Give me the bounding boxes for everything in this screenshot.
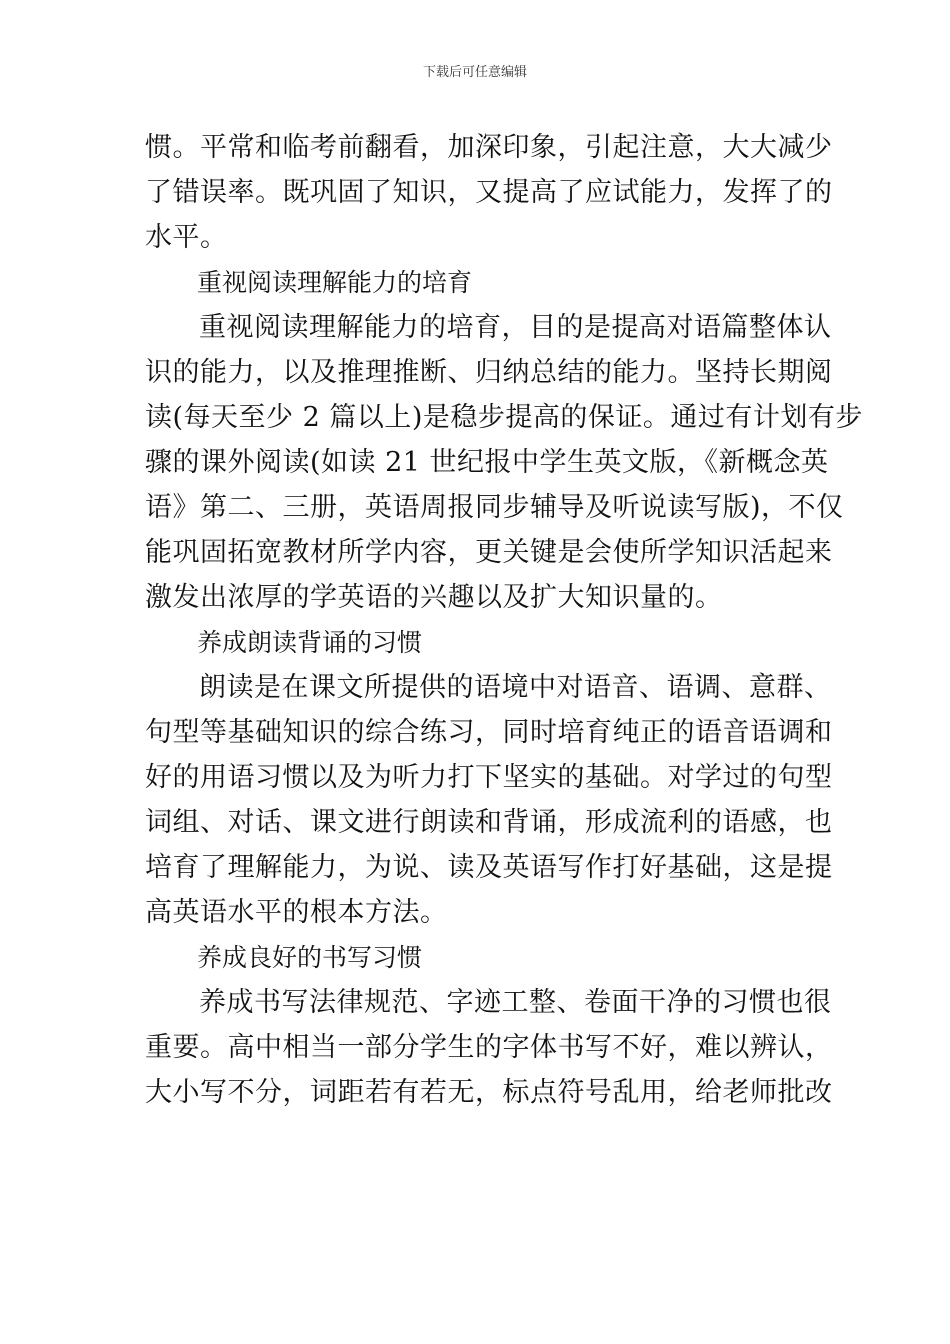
text-line: 了错误率。既巩固了知识，又提高了应试能力，发挥了的 bbox=[145, 177, 833, 208]
paragraph-writing bbox=[145, 980, 833, 1115]
text-line: 读(每天至少 2 篇以上)是稳步提高的保证。通过有计划有步 bbox=[145, 402, 863, 433]
section-heading: 养成朗读背诵的习惯 bbox=[197, 628, 423, 657]
text-line: 句型等基础知识的综合练习，同时培育纯正的语音语调和 bbox=[145, 717, 833, 748]
text-line: 识的能力，以及推理推断、归纳总结的能力。坚持长期阅 bbox=[145, 357, 833, 388]
text-line: 惯。平常和临考前翻看，加深印象，引起注意，大大减少 bbox=[145, 132, 833, 163]
text-line: 水平。 bbox=[145, 222, 228, 253]
document-body bbox=[145, 125, 863, 1115]
text-line: 朗读是在课文所提供的语境中对语音、语调、意群、 bbox=[199, 672, 832, 703]
section-heading: 重视阅读理解能力的培育 bbox=[197, 268, 473, 297]
section-heading: 养成良好的书写习惯 bbox=[197, 943, 423, 972]
text-line: 骤的课外阅读(如读 21 世纪报中学生英文版，《新概念英 bbox=[145, 447, 829, 478]
text-line: 大小写不分，词距若有若无，标点符号乱用，给老师批改 bbox=[145, 1077, 833, 1108]
text-line: 养成书写法律规范、字迹工整、卷面干净的习惯也很 bbox=[199, 987, 832, 1018]
paragraph-reading-aloud bbox=[145, 665, 833, 935]
page-header: 下载后可任意编辑 bbox=[422, 65, 527, 80]
text-line: 能巩固拓宽教材所学内容，更关键是会使所学知识活起来 bbox=[145, 537, 833, 568]
text-line: 重视阅读理解能力的培育，目的是提高对语篇整体认 bbox=[199, 312, 832, 343]
text-line: 好的用语习惯以及为听力打下坚实的基础。对学过的句型 bbox=[145, 762, 833, 793]
text-line: 培育了理解能力，为说、读及英语写作打好基础，这是提 bbox=[145, 852, 833, 883]
text-line: 高英语水平的根本方法。 bbox=[145, 897, 448, 928]
text-line: 词组、对话、课文进行朗读和背诵，形成流利的语感，也 bbox=[145, 807, 833, 838]
paragraph-continuation bbox=[145, 125, 833, 260]
text-line: 重要。高中相当一部分学生的字体书写不好，难以辨认， bbox=[145, 1032, 833, 1063]
text-line: 激发出浓厚的学英语的兴趣以及扩大知识量的。 bbox=[145, 582, 723, 613]
text-line: 语》第二、三册，英语周报同步辅导及听说读写版)，不仅 bbox=[145, 492, 844, 523]
paragraph-reading bbox=[145, 305, 863, 620]
